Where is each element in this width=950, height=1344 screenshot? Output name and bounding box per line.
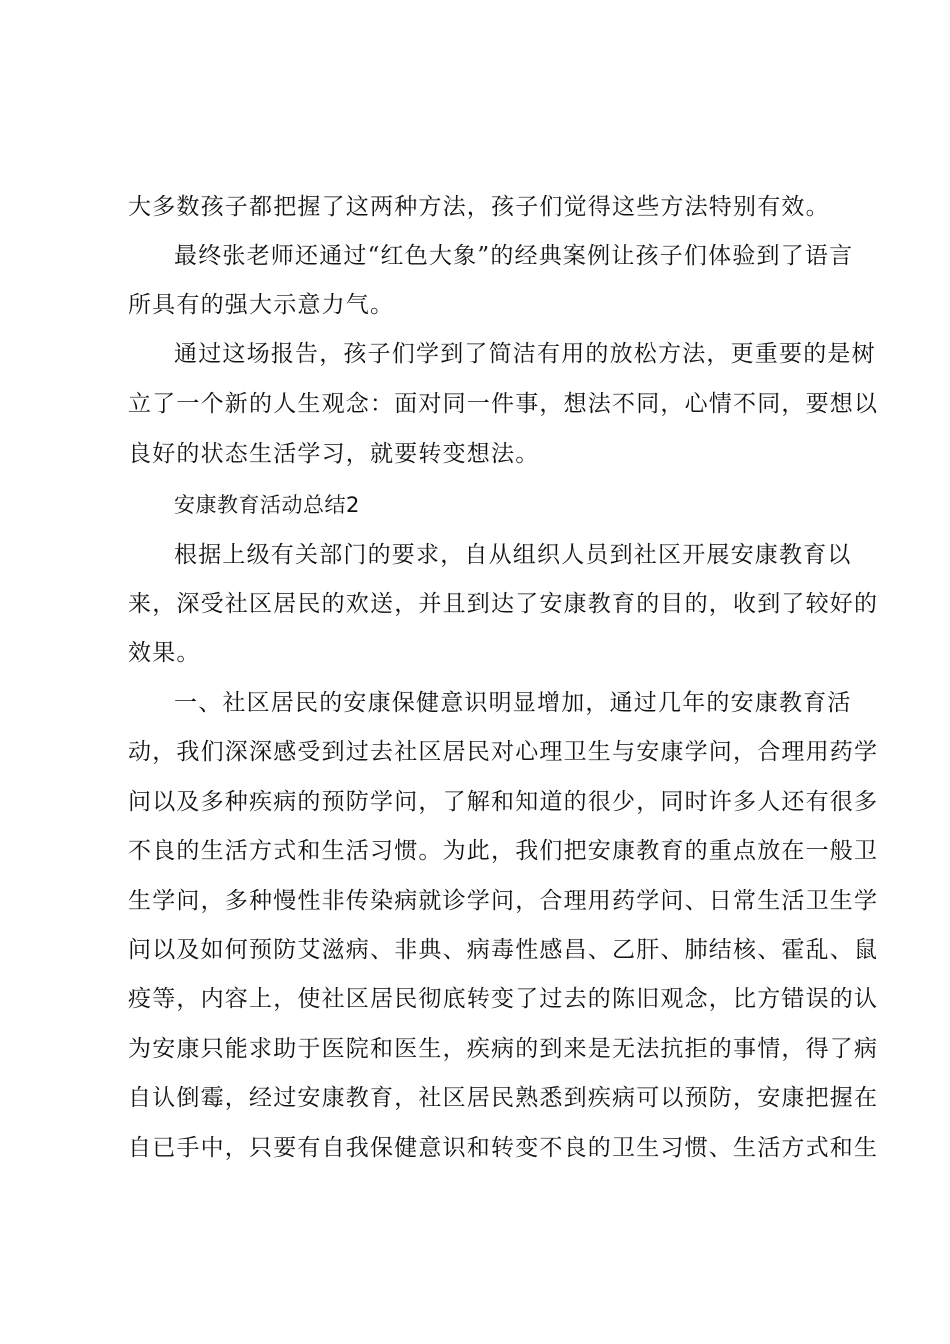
- paragraph-line: 来，深受社区居民的欢送，并且到达了安康教育的目的，收到了较好的: [128, 591, 879, 617]
- paragraph-line: 所具有的强大示意力气。: [128, 292, 395, 318]
- section-heading: 安康教育活动总结2: [174, 493, 360, 517]
- paragraph-line: 立了一个新的人生观念：面对同一件事，想法不同，心情不同，要想以: [128, 391, 879, 417]
- paragraph-line: 为安康只能求助于医院和医生，疾病的到来是无法抗拒的事情，得了病: [128, 1036, 879, 1062]
- paragraph-line: 根据上级有关部门的要求，自从组织人员到社区开展安康教育以: [174, 542, 852, 568]
- paragraph-line: 自认倒霉，经过安康教育，社区居民熟悉到疾病可以预防，安康把握在: [128, 1085, 879, 1111]
- paragraph-line: 问以及如何预防艾滋病、非典、病毒性感昌、乙肝、肺结核、霍乱、鼠: [128, 937, 879, 963]
- paragraph-line: 良好的状态生活学习，就要转变想法。: [128, 441, 540, 467]
- paragraph-line: 最终张老师还通过“红色大象”的经典案例让孩子们体验到了语言: [174, 243, 854, 269]
- paragraph-line: 效果。: [128, 640, 201, 666]
- paragraph-line: 大多数孩子都把握了这两种方法，孩子们觉得这些方法特别有效。: [128, 194, 830, 220]
- paragraph-line: 通过这场报告，孩子们学到了简洁有用的放松方法，更重要的是树: [174, 341, 876, 367]
- paragraph-line: 生学问，多种慢性非传染病就诊学问，合理用药学问、日常生活卫生学: [128, 888, 879, 914]
- paragraph-line: 疫等，内容上，使社区居民彻底转变了过去的陈旧观念，比方错误的认: [128, 986, 879, 1012]
- paragraph-line: 一、社区居民的安康保健意识明显增加，通过几年的安康教育活: [174, 690, 852, 716]
- paragraph-line: 不良的生活方式和生活习惯。为此，我们把安康教育的重点放在一般卫: [128, 838, 879, 864]
- paragraph-line: 动，我们深深感受到过去社区居民对心理卫生与安康学问，合理用药学: [128, 739, 879, 765]
- paragraph-line: 自已手中，只要有自我保健意识和转变不良的卫生习惯、生活方式和生: [128, 1135, 879, 1161]
- paragraph-line: 问以及多种疾病的预防学问，了解和知道的很少，同时许多人还有很多: [128, 789, 879, 815]
